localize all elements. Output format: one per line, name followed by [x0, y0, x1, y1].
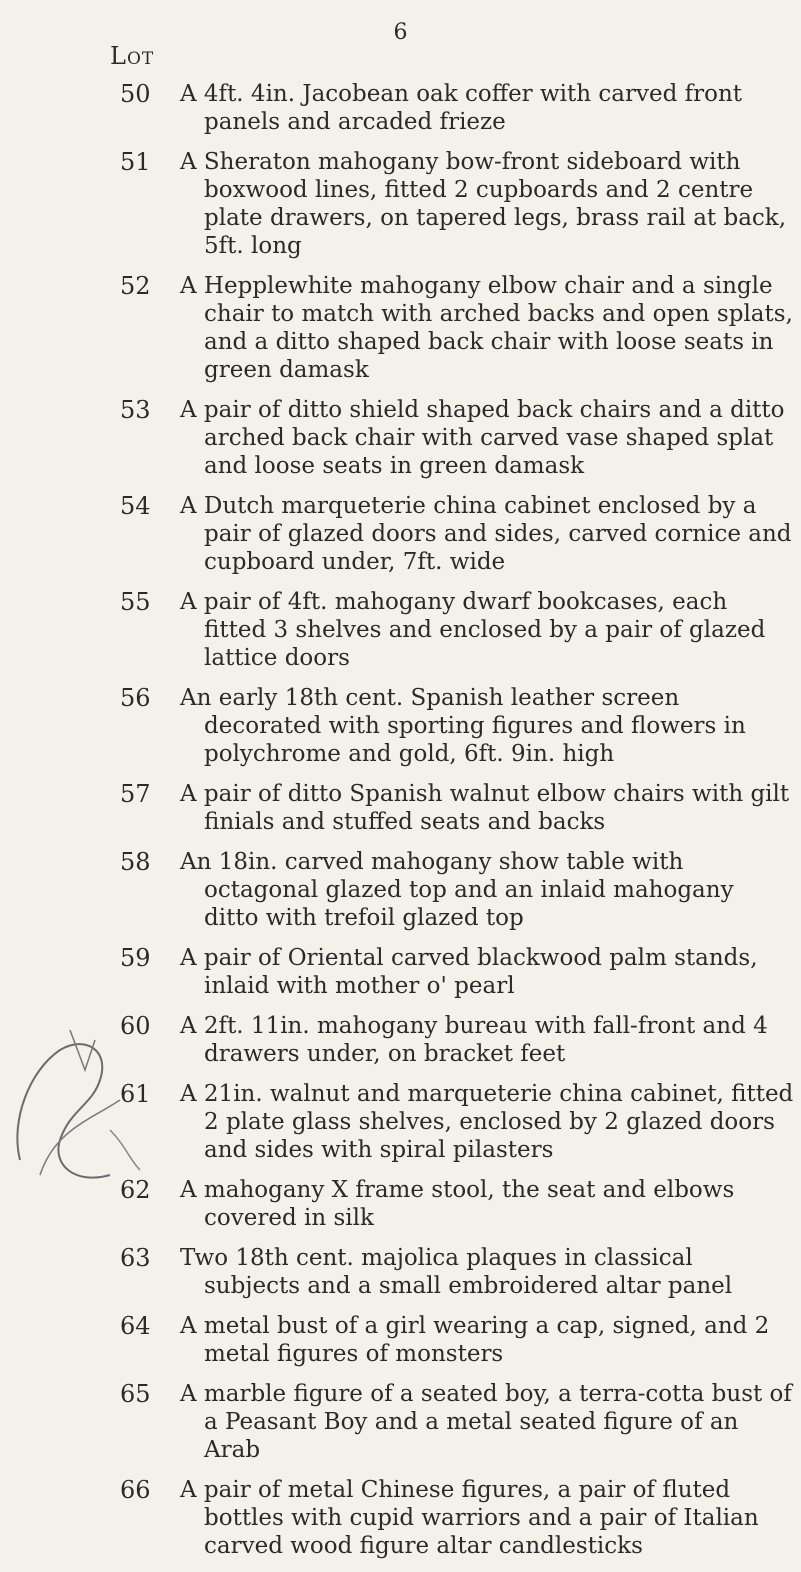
- lot-entry: [0, 1312, 801, 1368]
- lot-number: 60: [120, 1012, 151, 1040]
- lot-description: A 4ft. 4in. Jacobean oak coffer with carved front panels and arcaded frieze: [180, 81, 743, 135]
- lot-number: 65: [120, 1380, 151, 1408]
- lot-description: A pair of Oriental carved blackwood palm stands, inlaid with mother o' pearl: [180, 945, 758, 999]
- lot-number: 56: [120, 684, 151, 712]
- lot-description: A 21in. walnut and marqueterie china cabinet, fitted 2 plate glass shelves, enclosed by 2 glazed doors and sides with spiral pilasters: [180, 1081, 794, 1163]
- lot-number: 57: [120, 780, 151, 808]
- lot-entry: [0, 780, 801, 836]
- lot-entry: [0, 1380, 801, 1464]
- lot-description: An early 18th cent. Spanish leather screen decorated with sporting figures and flowers in polychrome and gold, 6ft. 9in. high: [180, 685, 746, 767]
- lot-description: A Hepplewhite mahogany elbow chair and a single chair to match with arched backs and open splats, and a ditto shaped back chair with loose seats in green damask: [180, 273, 793, 383]
- lot-entry: [0, 944, 801, 1000]
- lot-entry: [0, 272, 801, 384]
- lot-heading: Lot: [110, 42, 155, 70]
- lot-number: 51: [120, 148, 151, 176]
- lot-entry: [0, 80, 801, 136]
- lot-number: 61: [120, 1080, 151, 1108]
- lot-entry: [0, 148, 801, 260]
- lot-number: 52: [120, 272, 151, 300]
- lot-description: Two 18th cent. majolica plaques in classical subjects and a small embroidered altar panel: [180, 1245, 733, 1299]
- lot-number: 62: [120, 1176, 151, 1204]
- lot-entry: [0, 1476, 801, 1560]
- lot-number: 55: [120, 588, 151, 616]
- page-number: 6: [393, 20, 408, 45]
- lot-number: 53: [120, 396, 151, 424]
- lot-entry: [0, 848, 801, 932]
- lot-description: A Sheraton mahogany bow-front sideboard with boxwood lines, fitted 2 cupboards and 2 centre plate drawers, on tapered legs, brass rail at back, 5ft. long: [180, 149, 787, 259]
- lot-number: 50: [120, 80, 151, 108]
- lot-entry: [0, 684, 801, 768]
- margin-scribble-icon: [0, 1010, 150, 1200]
- lot-entry: [0, 588, 801, 672]
- lot-description: A pair of metal Chinese figures, a pair of fluted bottles with cupid warriors and a pair of Italian carved wood figure altar candlesticks: [180, 1477, 759, 1559]
- lot-description: A marble figure of a seated boy, a terra-cotta bust of a Peasant Boy and a metal seated figure of an Arab: [180, 1381, 792, 1463]
- lot-number: 66: [120, 1476, 151, 1504]
- lot-number: 63: [120, 1244, 151, 1272]
- lot-description: A pair of ditto shield shaped back chairs and a ditto arched back chair with carved vase shaped splat and loose seats in green damask: [180, 397, 785, 479]
- lot-description: A 2ft. 11in. mahogany bureau with fall-front and 4 drawers under, on bracket feet: [180, 1013, 768, 1067]
- lot-number: 54: [120, 492, 151, 520]
- lot-description: A metal bust of a girl wearing a cap, signed, and 2 metal figures of monsters: [180, 1313, 770, 1367]
- lot-entry: [0, 1244, 801, 1300]
- lot-description: A mahogany X frame stool, the seat and elbows covered in silk: [180, 1177, 735, 1231]
- lot-number: 58: [120, 848, 151, 876]
- lot-number: 64: [120, 1312, 151, 1340]
- lot-description: A pair of 4ft. mahogany dwarf bookcases, each fitted 3 shelves and enclosed by a pair of glazed lattice doors: [180, 589, 766, 671]
- lot-number: 59: [120, 944, 151, 972]
- lot-entry: [0, 492, 801, 576]
- lot-list: [0, 80, 801, 1572]
- lot-entry: [0, 396, 801, 480]
- lot-description: An 18in. carved mahogany show table with octagonal glazed top and an inlaid mahogany ditto with trefoil glazed top: [180, 849, 734, 931]
- lot-description: A pair of ditto Spanish walnut elbow chairs with gilt finials and stuffed seats and backs: [180, 781, 790, 835]
- lot-description: A Dutch marqueterie china cabinet enclosed by a pair of glazed doors and sides, carved cornice and cupboard under, 7ft. wide: [180, 493, 792, 575]
